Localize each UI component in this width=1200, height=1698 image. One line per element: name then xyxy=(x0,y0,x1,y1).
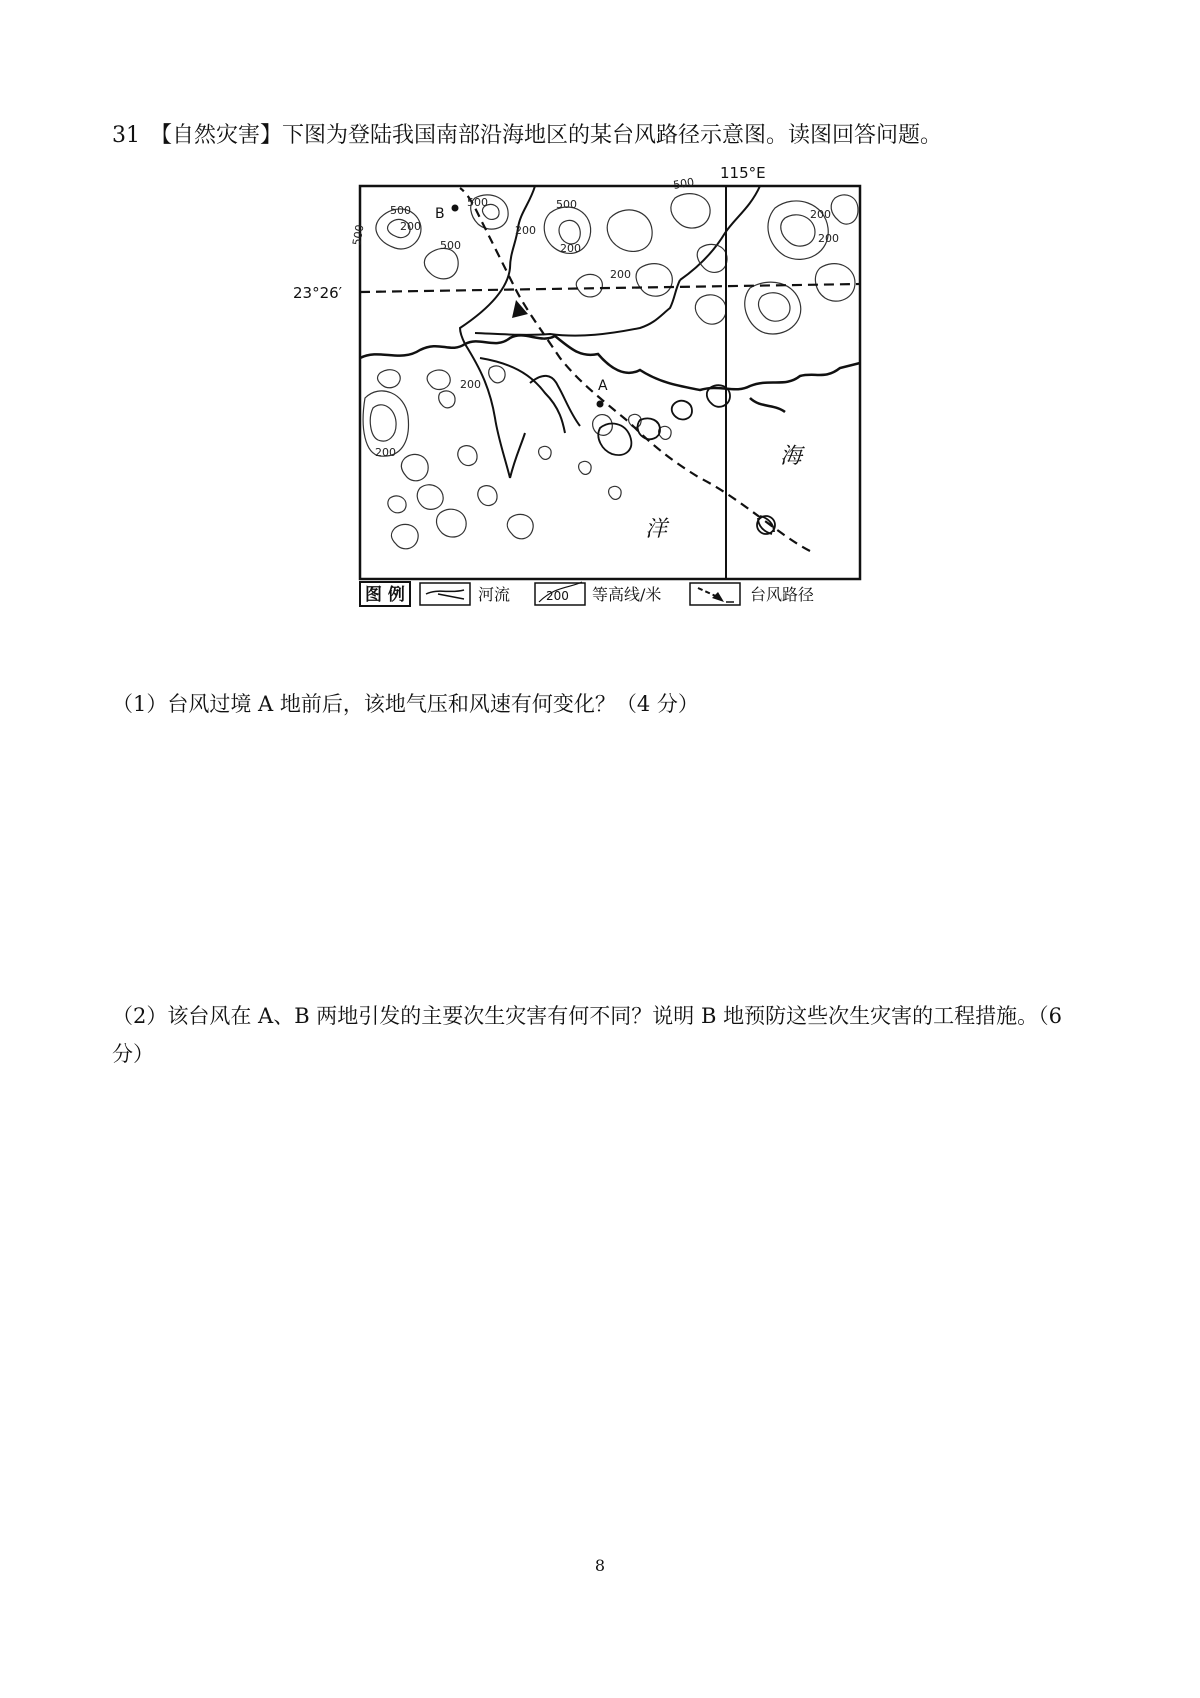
question-title xyxy=(112,118,942,149)
contour-label-200: 200 xyxy=(400,220,421,233)
contour-label-200: 200 xyxy=(375,446,396,459)
legend-river-label: 河流 xyxy=(478,585,511,604)
contour-label-200: 200 xyxy=(515,224,536,237)
contour-label-500: 500 xyxy=(556,198,577,211)
contour-label-200: 200 xyxy=(818,232,839,245)
contour-label-200: 200 xyxy=(810,208,831,221)
legend-river xyxy=(420,583,510,605)
latitude-label: 23°26′ xyxy=(293,284,343,302)
contour-label-200: 200 xyxy=(560,242,581,255)
sea-label-yang: 洋 xyxy=(645,517,668,542)
contour-label-200: 200 xyxy=(460,378,481,391)
legend-contour xyxy=(535,582,661,605)
typhoon-path-map xyxy=(280,158,920,658)
contour-label-500: 500 xyxy=(350,223,367,247)
point-b-label: B xyxy=(435,206,445,222)
question-text: 【自然灾害】下图为登陆我国南部沿海地区的某台风路径示意图。读图回答问题。 xyxy=(150,123,943,148)
longitude-label: 115°E xyxy=(720,164,766,182)
contour-label-500: 500 xyxy=(390,204,411,217)
point-a-label: A xyxy=(598,378,608,394)
contour-label-200: 200 xyxy=(610,268,631,281)
legend-typhoon-label: 台风路径 xyxy=(750,585,815,604)
sea-label-hai: 海 xyxy=(780,444,803,469)
contour-label-500: 500 xyxy=(672,175,696,192)
map-legend xyxy=(360,582,814,606)
legend-typhoon xyxy=(690,583,814,605)
question-number: 31 xyxy=(112,123,140,148)
contour-label-500: 500 xyxy=(467,196,488,209)
legend-contour-sample: 200 xyxy=(546,589,569,603)
contour-label-500: 500 xyxy=(440,239,461,252)
sub-question-2: （2）该台风在 A、B 两地引发的主要次生灾害有何不同？说明 B 地预防这些次生灾害的工程措施。（6 分） xyxy=(112,1004,1062,1066)
sub-question-1: （1）台风过境 A 地前后，该地气压和风速有何变化？（4 分） xyxy=(112,692,699,716)
legend-title: 图 例 xyxy=(365,585,405,605)
page-number: 8 xyxy=(594,1556,606,1575)
legend-contour-label: 等高线/米 xyxy=(592,585,662,604)
